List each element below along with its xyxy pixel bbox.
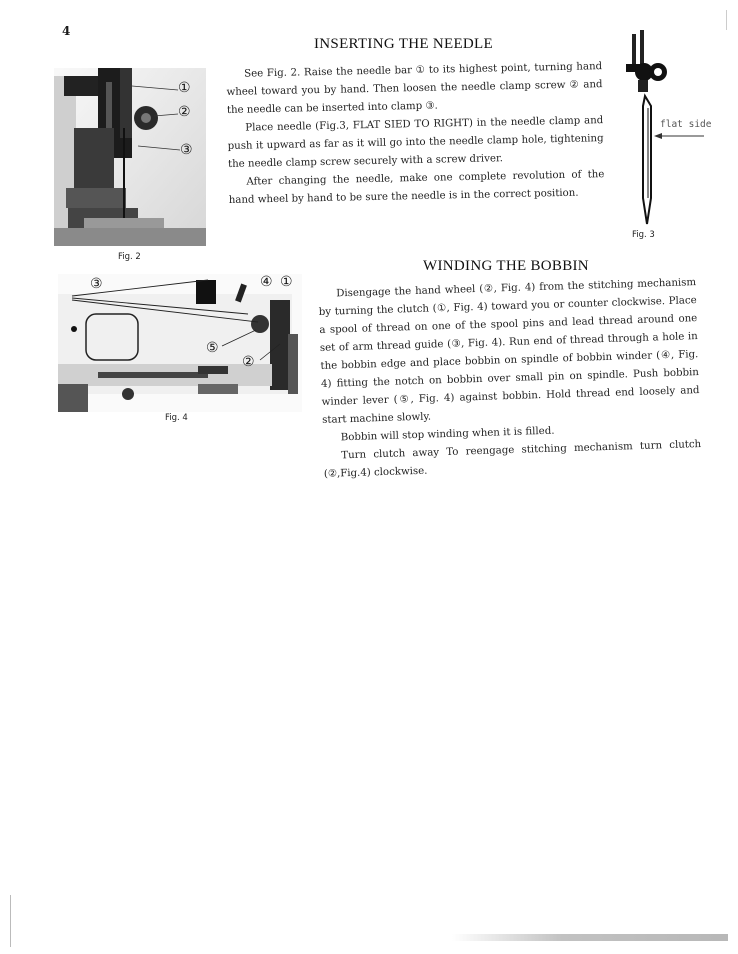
fig2-callout-2: ② [178,104,191,120]
fig4-callout-3: ③ [90,276,103,292]
scan-edge-shadow [452,934,728,941]
section1-body [226,58,605,210]
flat-side-arrow-icon [654,132,704,140]
scan-margin-line [10,895,11,947]
section2-paragraph: Turn clutch away To reengage stitching mechanism turn clutch (②,Fig.4) clockwise. [323,439,702,480]
fig4-illustration [58,274,302,412]
fig2-callout-1: ① [178,80,191,96]
section2-body [318,274,702,484]
page-number: 4 [62,24,71,38]
section1-paragraph: After changing the needle, make one complete revolution of the hand wheel by hand to be sure the needle is in the correct position. [228,169,605,206]
section2-paragraph: Bobbin will stop winding when it is filled. [340,425,555,444]
section1-paragraph: See Fig. 2. Raise the needle bar ① to its highest point, turning hand wheel toward you by hand. Then loosen the needle clamp screw ② and the needle can be inserted into clamp ③. [226,61,603,116]
fig3-caption: Fig. 3 [632,230,655,240]
scan-margin-line [726,10,727,30]
fig4-callout-1: ① [280,274,293,290]
fig4-callout-4: ④ [260,274,273,290]
fig4-caption: Fig. 4 [165,413,188,423]
heading-winding-bobbin: WINDING THE BOBBIN [423,258,589,274]
fig2-caption: Fig. 2 [118,252,141,262]
fig2-callout-3: ③ [180,142,193,158]
section1-paragraph: Place needle (Fig.3, FLAT SIED TO RIGHT) in the needle clamp and push it upward as far as it will go into the needle clamp hole, tightening the needle clamp screw securely with a screw driver. [227,115,604,170]
fig2-photo [54,68,206,246]
fig4-callout-2: ② [242,354,255,370]
section2-paragraph: Disengage the hand wheel (②, Fig. 4) from the stitching mechanism by turning the clutch (①, Fig. 4) toward you or counter clockwise. Place a spool of thread on one of the spool pins and lead thread around one set of arm thread guide (③, Fig. 4). Run end of thread through a hole in the bobbin edge and place bobbin on spindle of bobbin winder (④, Fig. 4) fitting the notch on bobbin over small pin on spindle. Push bobbin winder lever (⑤, Fig. 4) against bobbin. Hold thread end loosely and start machine slowly. [318,277,700,426]
fig4-callout-5: ⑤ [206,340,219,356]
fig4-photo [58,274,302,412]
fig3-flat-side-label: flat side [660,119,712,130]
heading-inserting-needle: INSERTING THE NEEDLE [314,36,493,52]
